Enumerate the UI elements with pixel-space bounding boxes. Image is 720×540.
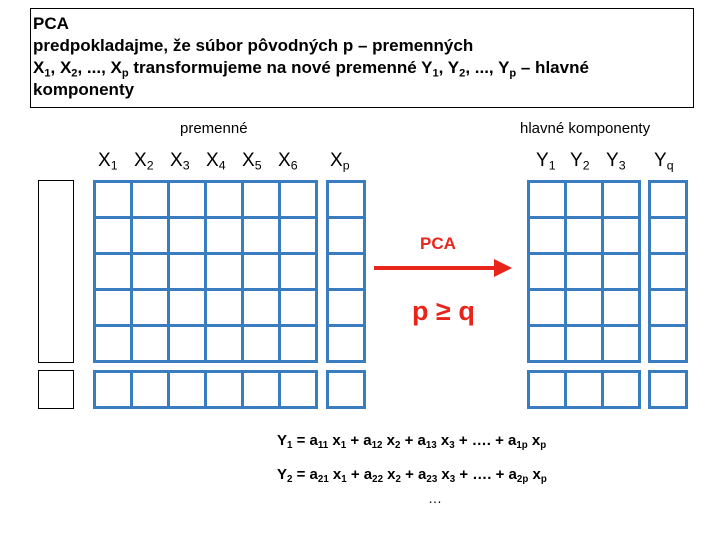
components-matrix-col-q-cell	[651, 255, 685, 288]
column-header-y1: $Y_1$	[536, 150, 556, 173]
column-header-y3: $Y_3$	[606, 150, 626, 173]
variables-matrix-col-p-cell	[329, 291, 363, 324]
variables-matrix-cell	[281, 183, 315, 216]
variables-matrix-cell	[207, 219, 241, 252]
variables-matrix-cell	[244, 183, 278, 216]
label-variables: premenné	[180, 120, 248, 137]
variables-matrix-row-n-cell	[281, 373, 315, 406]
variables-matrix-cell	[170, 291, 204, 324]
variables-matrix-row-n-cell	[244, 373, 278, 406]
variables-matrix-row-n-col-p-cell	[329, 373, 363, 406]
components-matrix-cell	[530, 183, 564, 216]
column-header-x4: $X_4$	[206, 150, 226, 173]
variables-matrix-col-p-cell	[329, 219, 363, 252]
components-matrix-cell	[567, 255, 601, 288]
label-principal-components: hlavné komponenty	[520, 120, 651, 137]
variables-matrix-cell	[96, 255, 130, 288]
variables-matrix-cell	[281, 291, 315, 324]
components-matrix-row-n-cell	[567, 373, 601, 406]
variables-matrix-cell	[244, 327, 278, 360]
variables-matrix-cell	[133, 327, 167, 360]
pca-arrow-head	[494, 259, 512, 277]
variables-matrix-cell	[96, 219, 130, 252]
column-header-xp: $X_p$	[330, 150, 350, 173]
variables-matrix-cell	[170, 255, 204, 288]
pca-arrow-label: PCA	[420, 234, 456, 253]
variables-matrix-cell	[281, 327, 315, 360]
variables-matrix-cell	[96, 327, 130, 360]
variables-matrix-row-n-cell	[170, 373, 204, 406]
variables-matrix-cell	[244, 291, 278, 324]
row-label-box-inner	[39, 181, 73, 362]
variables-matrix-cell	[170, 219, 204, 252]
variables-matrix-cell	[244, 255, 278, 288]
components-matrix-row-n-cell	[530, 373, 564, 406]
variables-matrix-cell	[281, 219, 315, 252]
components-matrix-row-n-cell	[604, 373, 638, 406]
components-matrix-col-q-cell	[651, 183, 685, 216]
variables-matrix-cell	[170, 327, 204, 360]
variables-matrix-cell	[133, 183, 167, 216]
variables-matrix-row-n-cell	[133, 373, 167, 406]
variables-matrix-cell	[207, 255, 241, 288]
variables-matrix-cell	[96, 291, 130, 324]
variables-matrix-col-p-cell	[329, 255, 363, 288]
variables-matrix-row-n-cell	[207, 373, 241, 406]
components-matrix-row-n-col-q-cell	[651, 373, 685, 406]
row-label-box-n-inner	[39, 371, 73, 408]
variables-matrix-cell	[207, 291, 241, 324]
equation-ellipsis: …	[428, 490, 442, 506]
column-header-yq: $Y_q$	[654, 150, 674, 173]
header-line-2: predpokladajme, že súbor pôvodných p – premenných	[33, 36, 474, 55]
variables-matrix-cell	[207, 327, 241, 360]
variables-matrix-col-p-cell	[329, 327, 363, 360]
components-matrix-cell	[604, 219, 638, 252]
column-header-x6: $X_6$	[278, 150, 298, 173]
components-matrix-cell	[604, 183, 638, 216]
header-line-3: $X_1$, $X_2$, ..., $X_p$ transformujeme na nové premenné $Y_1$, $Y_2$, ..., $Y_p$ – hlavné	[33, 58, 589, 80]
header-line-4: komponenty	[33, 80, 135, 99]
components-matrix-cell	[604, 255, 638, 288]
variables-matrix-cell	[281, 255, 315, 288]
equation-y2: $Y_2 = a_{21}$ $x_1 + a_{22}$ $x_2 + a_{23}$ $x_3$ + …. + $a_{2p}$ $x_p$	[277, 466, 547, 485]
variables-matrix-cell	[133, 219, 167, 252]
equation-y1: $Y_1 = a_{11}$ $x_1 + a_{12}$ $x_2 + a_{13}$ $x_3$ + …. + $a_{1p}$ $x_p$	[277, 432, 547, 451]
variables-matrix-cell	[133, 291, 167, 324]
column-header-x2: $X_2$	[134, 150, 154, 173]
components-matrix-cell	[604, 291, 638, 324]
components-matrix-cell	[567, 291, 601, 324]
column-header-x3: $X_3$	[170, 150, 190, 173]
components-matrix-col-q-cell	[651, 219, 685, 252]
variables-matrix-col-p-cell	[329, 183, 363, 216]
variables-matrix-cell	[96, 183, 130, 216]
variables-matrix-cell	[207, 183, 241, 216]
variables-matrix-cell	[133, 255, 167, 288]
components-matrix-col-q-cell	[651, 291, 685, 324]
components-matrix-cell	[530, 219, 564, 252]
components-matrix-cell	[530, 255, 564, 288]
components-matrix-col-q-cell	[651, 327, 685, 360]
variables-matrix-row-n-cell	[96, 373, 130, 406]
components-matrix-cell	[567, 327, 601, 360]
column-header-x1: $X_1$	[98, 150, 118, 173]
header-title: PCA	[33, 14, 69, 33]
components-matrix-cell	[567, 219, 601, 252]
column-header-y2: $Y_2$	[570, 150, 590, 173]
variables-matrix-cell	[244, 219, 278, 252]
variables-matrix-cell	[170, 183, 204, 216]
column-header-x5: $X_5$	[242, 150, 262, 173]
components-matrix-cell	[530, 327, 564, 360]
components-matrix-cell	[604, 327, 638, 360]
inequality-p-ge-q: p ≥ q	[412, 296, 475, 326]
components-matrix-cell	[567, 183, 601, 216]
components-matrix-cell	[530, 291, 564, 324]
